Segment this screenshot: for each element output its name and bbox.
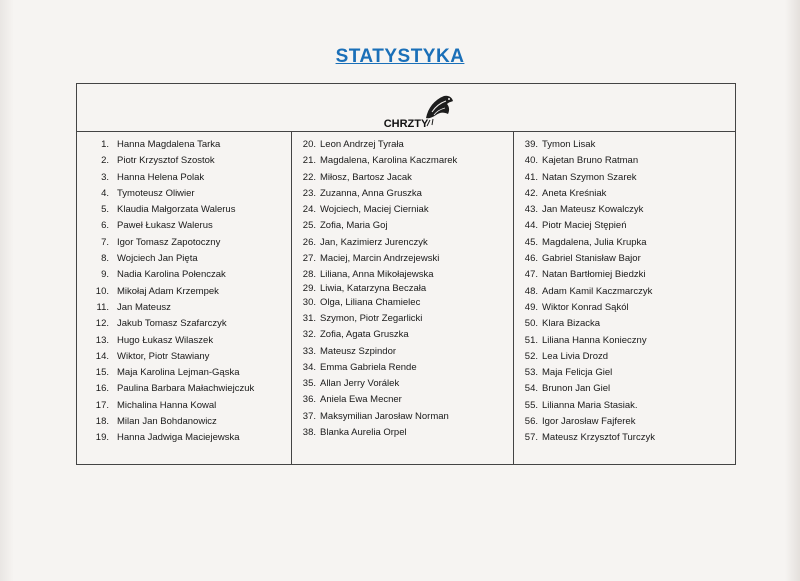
entry-number: 31. <box>302 312 316 324</box>
entry-name: Mateusz Krzysztof Turczyk <box>542 432 655 444</box>
entry-name: Igor Jarosław Fajferek <box>542 416 636 428</box>
names-column-2 <box>292 132 514 464</box>
entry-name: Aneta Kreśniak <box>542 187 607 199</box>
entry-number: 27. <box>302 253 316 265</box>
entry-number: 5. <box>101 204 109 216</box>
list-item <box>292 392 513 408</box>
entry-name: Lilianna Maria Stasiak. <box>542 399 638 411</box>
entry-number: 45. <box>524 236 538 248</box>
list-item <box>514 365 735 381</box>
entry-name: Liliana, Anna Mikołajewska <box>320 269 434 281</box>
list-item <box>514 235 735 251</box>
entry-number: 33. <box>302 345 316 357</box>
entry-number: 16. <box>95 383 109 395</box>
entry-number: 49. <box>524 301 538 313</box>
entry-number: 35. <box>302 378 316 390</box>
entry-name: Leon Andrzej Tyrała <box>320 139 404 150</box>
entry-name: Klara Bizacka <box>542 318 601 330</box>
list-item <box>77 186 291 202</box>
entry-number: 53. <box>524 367 538 379</box>
entry-name: Tymon Lisak <box>542 139 596 150</box>
entry-name: Igor Tomasz Zapotoczny <box>117 236 221 248</box>
entry-number: 46. <box>524 253 538 265</box>
list-item <box>77 202 291 218</box>
entry-number: 23. <box>302 187 316 199</box>
entry-name: Brunon Jan Giel <box>542 383 611 395</box>
entry-name: Hanna Jadwiga Maciejewska <box>117 432 240 444</box>
entry-number: 18. <box>95 416 109 428</box>
entry-name: Nadia Karolina Połenczak <box>117 269 226 281</box>
entry-number: 56. <box>524 416 538 428</box>
list-item <box>514 170 735 186</box>
entry-name: Jakub Tomasz Szafarczyk <box>117 318 227 330</box>
list-item <box>514 414 735 430</box>
entry-number: 57. <box>524 432 538 444</box>
list-item <box>77 381 291 397</box>
entry-number: 13. <box>95 334 109 346</box>
baptism-table <box>76 83 736 465</box>
list-item <box>292 153 513 169</box>
entry-name: Piotr Maciej Stępień <box>542 220 627 232</box>
list-item <box>77 333 291 349</box>
entry-number: 7. <box>101 236 109 248</box>
entry-name: Hanna Magdalena Tarka <box>117 139 221 150</box>
entry-name: Piotr Krzysztof Szostok <box>117 155 215 167</box>
list-item <box>514 202 735 218</box>
entry-number: 9. <box>101 269 109 281</box>
list-item <box>292 425 513 441</box>
entry-name: Kajetan Bruno Ratman <box>542 155 639 167</box>
entry-number: 47. <box>524 269 538 281</box>
entry-number: 2. <box>101 155 109 167</box>
page-title: STATYSTYKA <box>335 46 465 67</box>
list-item <box>77 284 291 300</box>
entry-number: 36. <box>302 394 316 406</box>
entry-name: Hugo Łukasz Wilaszek <box>117 334 214 346</box>
list-item <box>514 284 735 300</box>
entry-name: Zofia, Agata Gruszka <box>320 329 409 341</box>
entry-name: Zuzanna, Anna Gruszka <box>320 187 422 199</box>
entry-number: 39. <box>524 139 538 150</box>
list-item <box>292 283 513 295</box>
table-header <box>77 84 735 132</box>
entry-name: Michalina Hanna Kowal <box>117 399 217 411</box>
list-item <box>514 349 735 365</box>
list-item <box>77 430 291 446</box>
entry-number: 4. <box>101 187 109 199</box>
list-item <box>292 235 513 251</box>
entry-name: Lea Livia Drozd <box>542 350 609 362</box>
entry-number: 12. <box>95 318 109 330</box>
entry-name: Paweł Łukasz Walerus <box>117 220 213 232</box>
entry-name: Zofia, Maria Goj <box>320 220 388 232</box>
entry-number: 40. <box>524 155 538 167</box>
list-item <box>77 316 291 332</box>
entry-name: Allan Jerry Vorálek <box>320 378 400 390</box>
entry-number: 8. <box>101 253 109 265</box>
list-item <box>292 251 513 267</box>
entry-number: 20. <box>302 139 316 150</box>
entry-name: Maciej, Marcin Andrzejewski <box>320 253 440 265</box>
entry-name: Gabriel Stanisław Bajor <box>542 253 641 265</box>
list-item <box>292 202 513 218</box>
entry-number: 15. <box>95 367 109 379</box>
entry-name: Paulina Barbara Małachwiejczuk <box>117 383 255 395</box>
entry-name: Wiktor Konrad Sąkól <box>542 301 629 313</box>
list-item <box>292 311 513 327</box>
entry-name: Maja Karolina Lejman-Gąska <box>117 367 240 379</box>
list-item <box>292 360 513 376</box>
entry-number: 42. <box>524 187 538 199</box>
entry-number: 43. <box>524 204 538 216</box>
entry-number: 44. <box>524 220 538 232</box>
list-item <box>292 186 513 202</box>
list-item <box>292 170 513 186</box>
list-item <box>514 186 735 202</box>
entry-number: 30. <box>302 296 316 308</box>
list-item <box>292 137 513 153</box>
entry-number: 24. <box>302 204 316 216</box>
list-item <box>77 398 291 414</box>
list-item <box>292 218 513 234</box>
list-item <box>514 381 735 397</box>
list-item <box>514 300 735 316</box>
entry-number: 3. <box>101 171 109 183</box>
entry-number: 28. <box>302 269 316 281</box>
list-item <box>514 153 735 169</box>
entry-number: 10. <box>95 285 109 297</box>
entry-name: Natan Bartłomiej Biedzki <box>542 269 646 281</box>
entry-number: 29. <box>302 282 316 294</box>
entry-name: Blanka Aurelia Orpel <box>320 427 407 439</box>
list-item <box>292 295 513 311</box>
entry-number: 52. <box>524 350 538 362</box>
list-item <box>77 153 291 169</box>
entry-number: 55. <box>524 399 538 411</box>
entry-name: Liwia, Katarzyna Beczała <box>320 282 427 294</box>
list-item <box>77 349 291 365</box>
list-item <box>77 414 291 430</box>
entry-name: Miłosz, Bartosz Jacak <box>320 171 412 183</box>
list-item <box>292 409 513 425</box>
entry-number: 19. <box>95 432 109 444</box>
list-item <box>77 365 291 381</box>
entry-name: Wojciech Jan Pięta <box>117 253 198 265</box>
entry-name: Jan Mateusz <box>117 301 171 313</box>
list-item <box>292 344 513 360</box>
entry-name: Jan Mateusz Kowalczyk <box>542 204 644 216</box>
list-item <box>514 251 735 267</box>
entry-number: 1. <box>101 139 109 150</box>
list-item <box>292 376 513 392</box>
table-header-label: CHRZTY <box>383 118 429 130</box>
list-item <box>77 137 291 153</box>
entry-name: Maksymilian Jarosław Norman <box>320 410 449 422</box>
entry-name: Milan Jan Bohdanowicz <box>117 416 217 428</box>
entry-name: Adam Kamil Kaczmarczyk <box>542 285 653 297</box>
list-item <box>514 333 735 349</box>
entry-number: 34. <box>302 361 316 373</box>
entry-number: 41. <box>524 171 538 183</box>
list-item <box>77 218 291 234</box>
list-item <box>514 137 735 153</box>
entry-name: Aniela Ewa Mecner <box>320 394 402 406</box>
list-item <box>292 267 513 283</box>
entry-number: 17. <box>95 399 109 411</box>
entry-name: Jan, Kazimierz Jurenczyk <box>320 236 428 248</box>
entry-name: Wojciech, Maciej Cierniak <box>320 204 429 216</box>
entry-number: 22. <box>302 171 316 183</box>
entry-number: 21. <box>302 155 316 167</box>
entry-name: Natan Szymon Szarek <box>542 171 637 183</box>
list-item <box>514 267 735 283</box>
entry-name: Mateusz Szpindor <box>320 345 397 357</box>
entry-name: Klaudia Małgorzata Walerus <box>117 204 236 216</box>
entry-name: Olga, Liliana Chamielec <box>320 296 421 308</box>
list-item <box>514 218 735 234</box>
entry-number: 26. <box>302 236 316 248</box>
entry-number: 14. <box>95 350 109 362</box>
entry-name: Emma Gabriela Rende <box>320 361 417 373</box>
entry-name: Mikołaj Adam Krzempek <box>117 285 219 297</box>
list-item <box>292 327 513 343</box>
list-item <box>77 267 291 283</box>
names-column-3 <box>514 132 735 464</box>
entry-name: Magdalena, Julia Krupka <box>542 236 647 248</box>
entry-name: Hanna Helena Polak <box>117 171 205 183</box>
entry-number: 25. <box>302 220 316 232</box>
entry-number: 54. <box>524 383 538 395</box>
entry-name: Tymoteusz Oliwier <box>117 187 195 199</box>
entry-name: Wiktor, Piotr Stawiany <box>117 350 210 362</box>
list-item <box>77 251 291 267</box>
entry-number: 6. <box>101 220 109 232</box>
entry-name: Liliana Hanna Konieczny <box>542 334 647 346</box>
entry-number: 51. <box>524 334 538 346</box>
entry-number: 32. <box>302 329 316 341</box>
names-column-1 <box>77 132 292 464</box>
list-item <box>514 430 735 446</box>
entry-number: 37. <box>302 410 316 422</box>
list-item <box>77 170 291 186</box>
list-item <box>77 235 291 251</box>
entry-number: 50. <box>524 318 538 330</box>
entry-name: Szymon, Piotr Zegarlicki <box>320 312 423 324</box>
list-item <box>514 398 735 414</box>
entry-number: 38. <box>302 427 316 439</box>
entry-number: 11. <box>96 301 109 313</box>
list-item <box>77 300 291 316</box>
entry-name: Maja Felicja Giel <box>542 367 613 379</box>
entry-name: Magdalena, Karolina Kaczmarek <box>320 155 458 167</box>
list-item <box>514 316 735 332</box>
entry-number: 48. <box>524 285 538 297</box>
